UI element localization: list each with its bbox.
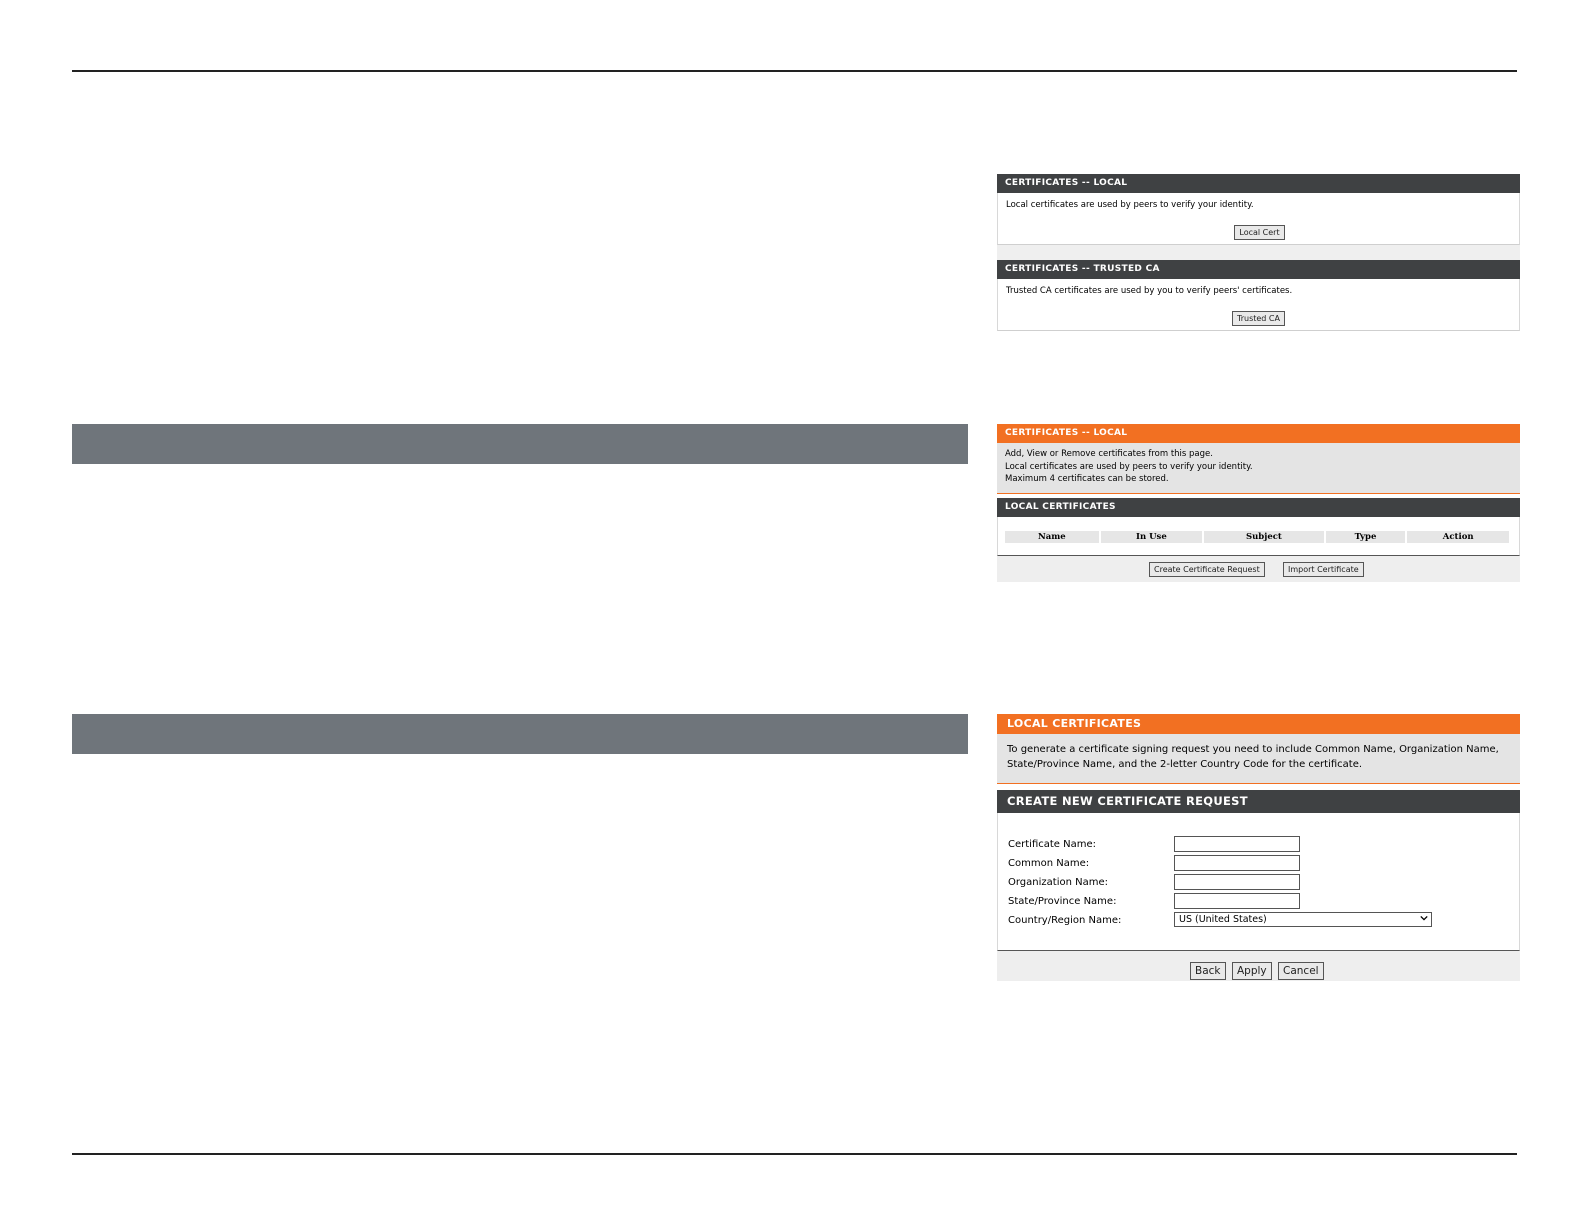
local-certificates-header: CERTIFICATES -- LOCAL: [997, 174, 1520, 193]
certificates-summary-panel: [997, 174, 1520, 331]
state-province-name-label: State/Province Name:: [1008, 896, 1117, 907]
bottom-rule: [72, 1153, 1517, 1155]
section-heading-bar-1: [72, 424, 968, 464]
local-certificates-body: [997, 193, 1520, 245]
create-certificate-panel: [997, 714, 1520, 981]
common-name-input[interactable]: [1174, 855, 1300, 871]
certificates-local-info: [997, 443, 1520, 494]
certificate-name-input[interactable]: [1174, 836, 1300, 852]
col-subject: Subject: [1204, 531, 1324, 543]
trusted-ca-body: [997, 279, 1520, 331]
local-certificates-table-area: [997, 517, 1520, 556]
trusted-ca-description: Trusted CA certificates are used by you to verify peers' certificates.: [1006, 286, 1293, 296]
local-certificates-table: [1003, 529, 1511, 545]
organization-name-label: Organization Name:: [1008, 877, 1108, 888]
col-name: Name: [1005, 531, 1099, 543]
info-line-1: Add, View or Remove certificates from this page.: [1005, 449, 1213, 459]
import-certificate-button[interactable]: Import Certificate: [1283, 562, 1364, 577]
certificate-name-row: [998, 836, 1519, 855]
local-certificates-button-bar: [997, 556, 1520, 582]
state-province-name-row: [998, 893, 1519, 912]
create-new-certificate-request-header: CREATE NEW CERTIFICATE REQUEST: [997, 790, 1520, 813]
col-in-use: In Use: [1101, 531, 1203, 543]
info-line-2: Local certificates are used by peers to verify your identity.: [1005, 461, 1253, 472]
top-rule: [72, 70, 1517, 72]
country-region-name-label: Country/Region Name:: [1008, 915, 1122, 926]
cancel-button[interactable]: Cancel: [1278, 962, 1324, 980]
create-request-description-2: State/Province Name, and the 2-letter Country Code for the certificate.: [1007, 759, 1363, 770]
section-heading-bar-2: [72, 714, 968, 754]
chevron-down-icon: [1420, 914, 1428, 922]
apply-button[interactable]: Apply: [1232, 962, 1272, 980]
state-province-name-input[interactable]: [1174, 893, 1300, 909]
organization-name-row: [998, 874, 1519, 893]
country-region-name-row: [998, 912, 1519, 931]
local-certificates-orange-header: LOCAL CERTIFICATES: [997, 714, 1520, 734]
country-selected-value: US (United States): [1179, 914, 1267, 925]
common-name-row: [998, 855, 1519, 874]
panel-spacer: [997, 245, 1520, 260]
organization-name-input[interactable]: [1174, 874, 1300, 890]
create-request-button-bar: [997, 951, 1520, 981]
certificate-name-label: Certificate Name:: [1008, 839, 1096, 850]
trusted-ca-header: CERTIFICATES -- TRUSTED CA: [997, 260, 1520, 279]
col-type: Type: [1326, 531, 1406, 543]
certificates-local-header: CERTIFICATES -- LOCAL: [997, 424, 1520, 443]
info-line-3: Maximum 4 certificates can be stored.: [1005, 474, 1169, 484]
trusted-ca-button[interactable]: Trusted CA: [1232, 311, 1285, 326]
table-header-row: [1005, 531, 1509, 543]
col-action: Action: [1407, 531, 1509, 543]
local-certificates-table-header: LOCAL CERTIFICATES: [997, 498, 1520, 517]
certificates-local-panel: [997, 424, 1520, 582]
create-request-description-1: To generate a certificate signing request you need to include Common Name, Organization Name,: [1007, 744, 1499, 755]
create-certificate-request-button[interactable]: Create Certificate Request: [1149, 562, 1265, 577]
country-region-select[interactable]: [1174, 912, 1432, 927]
local-cert-button[interactable]: Local Cert: [1234, 225, 1284, 240]
create-request-info: [997, 734, 1520, 784]
local-certificates-description: Local certificates are used by peers to verify your identity.: [1006, 200, 1254, 210]
back-button[interactable]: Back: [1190, 962, 1226, 980]
common-name-label: Common Name:: [1008, 858, 1090, 869]
create-request-form: [997, 813, 1520, 951]
